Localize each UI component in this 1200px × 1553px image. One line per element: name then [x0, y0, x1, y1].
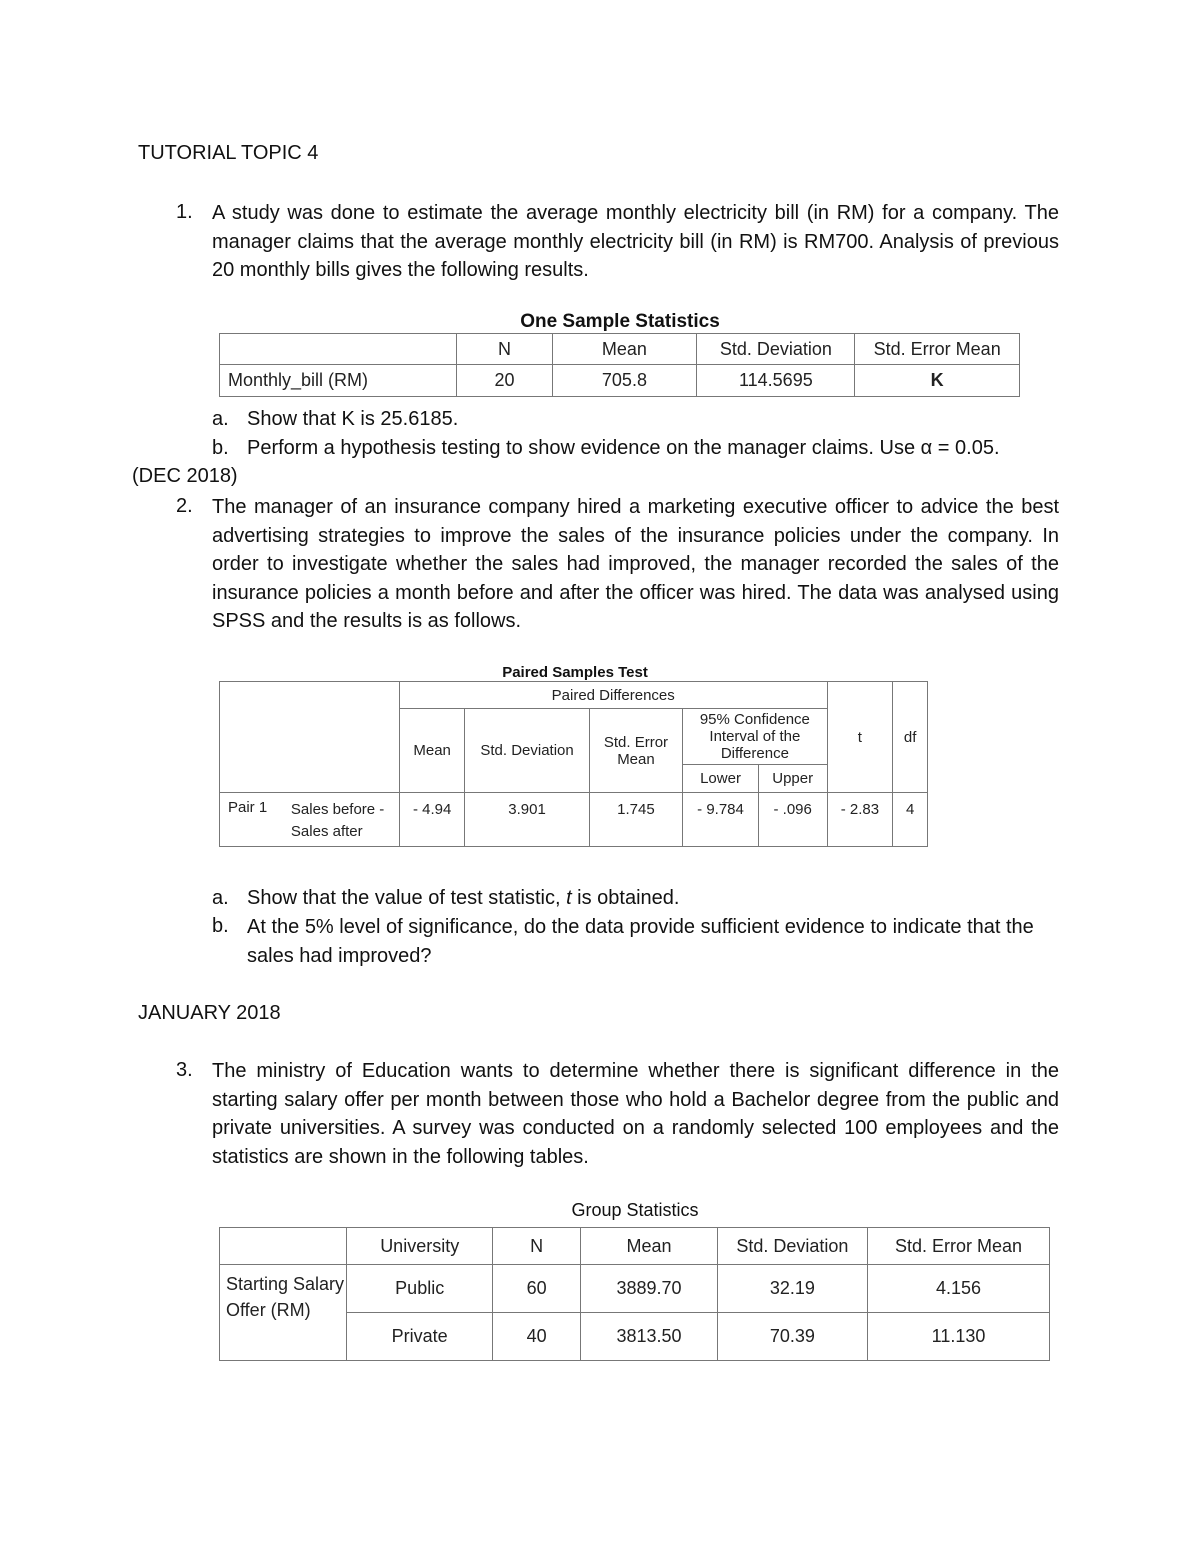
data-cell: 3813.50: [581, 1313, 717, 1361]
header-cell: Lower: [683, 765, 759, 793]
data-cell: K: [855, 365, 1020, 397]
data-cell: Public: [347, 1265, 492, 1313]
table-header-row: [220, 682, 928, 709]
table-3-caption: Group Statistics: [571, 1200, 699, 1220]
table-row: [220, 365, 1020, 397]
header-cell: [220, 334, 457, 365]
header-cell: Mean: [552, 334, 697, 365]
data-cell: 705.8: [552, 365, 697, 397]
header-cell: Std. Error Mean: [855, 334, 1020, 365]
data-cell: - 2.83: [827, 793, 893, 847]
question-2-number: 2.: [176, 495, 193, 517]
data-cell: 20: [457, 365, 552, 397]
data-cell: 3889.70: [581, 1265, 717, 1313]
header-cell: [220, 1228, 347, 1265]
data-cell: Private: [347, 1313, 492, 1361]
section-heading: JANUARY 2018: [138, 1002, 281, 1024]
part-1b-letter: b.: [212, 437, 229, 459]
paired-samples-test-table: [219, 681, 928, 847]
header-cell: Upper: [758, 765, 827, 793]
header-cell: Std. Deviation: [697, 334, 855, 365]
data-cell: 60: [492, 1265, 580, 1313]
part-1b-text: Perform a hypothesis testing to show evidence on the manager claims. Use α = 0.05.: [247, 437, 1000, 459]
part-2a-text: [247, 887, 679, 910]
page-title: TUTORIAL TOPIC 4: [138, 142, 319, 164]
part-1a-text: Show that K is 25.6185.: [247, 408, 459, 430]
question-1-number: 1.: [176, 201, 193, 223]
pair-label-cell: Pair 1: [220, 793, 283, 847]
data-cell: 40: [492, 1313, 580, 1361]
table-header-row: [220, 1228, 1050, 1265]
header-cell: Std. Deviation: [717, 1228, 867, 1265]
data-cell: 3.901: [465, 793, 589, 847]
table-row: [220, 1265, 1050, 1313]
group-statistics-table: [219, 1227, 1050, 1361]
question-1-text: A study was done to estimate the average monthly electricity bill (in RM) for a company. The manager claims that the average monthly electricity bill (in RM) is RM700. Analysis of previous 20 monthly bills gives the following results.: [212, 202, 1059, 281]
table-header-row: [220, 334, 1020, 365]
data-cell: 32.19: [717, 1265, 867, 1313]
header-cell: N: [492, 1228, 580, 1265]
table-row: [220, 793, 928, 847]
header-cell: Std. Error Mean: [589, 709, 683, 793]
header-cell: 95% Confidence Interval of the Difference: [683, 709, 827, 765]
part-2a-italic-t: t: [566, 887, 572, 909]
empty-corner-cell: [220, 682, 400, 793]
part-2a-text-pre: Show that the value of test statistic,: [247, 887, 567, 909]
header-cell: N: [457, 334, 552, 365]
part-2a-text-post: is obtained.: [571, 887, 680, 909]
data-cell: - 9.784: [683, 793, 759, 847]
part-2a-letter: a.: [212, 887, 229, 909]
row-label-cell: Starting Salary Offer (RM): [220, 1265, 347, 1361]
one-sample-statistics-table: [219, 333, 1020, 397]
part-2b-text: At the 5% level of significance, do the data provide sufficient evidence to indicate that the sales had improved?: [247, 916, 1034, 967]
header-cell: Mean: [399, 709, 465, 793]
part-2b-letter: b.: [212, 915, 229, 937]
data-cell: 11.130: [868, 1313, 1050, 1361]
table-2-caption: Paired Samples Test: [502, 664, 648, 681]
data-cell: 70.39: [717, 1313, 867, 1361]
question-2-text: The manager of an insurance company hired a marketing executive officer to advice the best advertising strategies to improve the sales of the insurance policies under the company. In order to investigate whether the sales had improved, the manager recorded the sales of the insurance policies a month before and after the officer was hired. The data was analysed using SPSS and the results is as follows.: [212, 496, 1059, 632]
header-cell: df: [893, 682, 928, 793]
row-label-cell: Monthly_bill (RM): [220, 365, 457, 397]
header-cell: Std. Error Mean: [868, 1228, 1050, 1265]
group-header-cell: Paired Differences: [399, 682, 827, 709]
data-cell: 114.5695: [697, 365, 855, 397]
data-cell: - 4.94: [399, 793, 465, 847]
data-cell: 1.745: [589, 793, 683, 847]
table-1-caption: One Sample Statistics: [520, 311, 720, 332]
header-cell: Std. Deviation: [465, 709, 589, 793]
header-cell: Mean: [581, 1228, 717, 1265]
question-3-number: 3.: [176, 1059, 193, 1081]
pair-description-cell: Sales before - Sales after: [283, 793, 399, 847]
part-1a-letter: a.: [212, 408, 229, 430]
data-cell: 4: [893, 793, 928, 847]
header-cell: t: [827, 682, 893, 793]
header-cell: University: [347, 1228, 492, 1265]
question-1-source: (DEC 2018): [132, 465, 238, 487]
data-cell: 4.156: [868, 1265, 1050, 1313]
data-cell: - .096: [758, 793, 827, 847]
question-3-text: The ministry of Education wants to determine whether there is significant difference in the starting salary offer per month between those who hold a Bachelor degree from the public and private universities. A survey was conducted on a randomly selected 100 employees and the statistics are shown in the following tables.: [212, 1060, 1059, 1168]
